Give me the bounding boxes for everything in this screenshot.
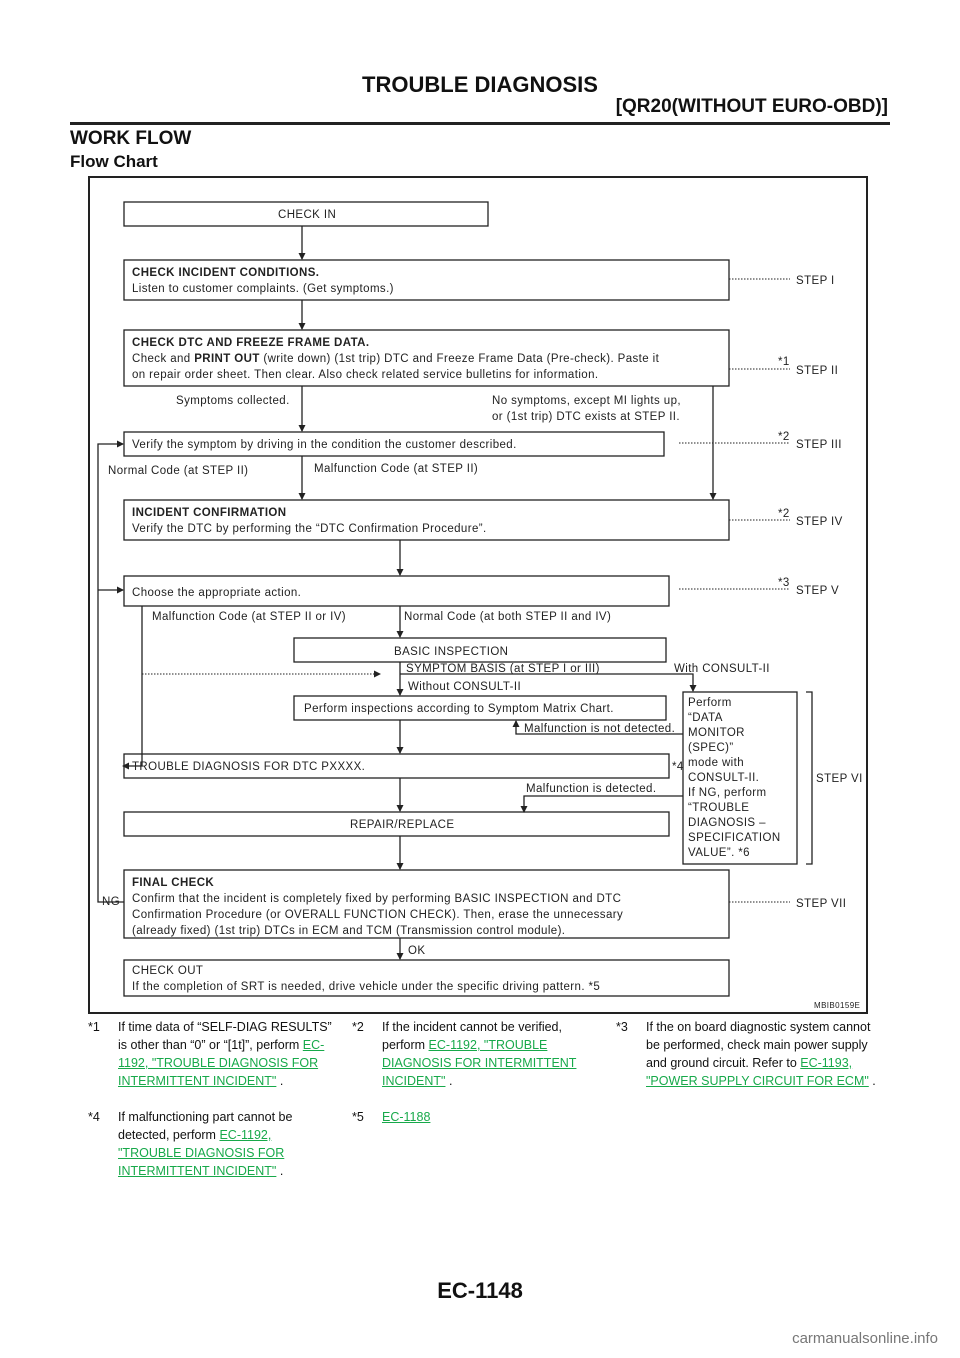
repair-label: REPAIR/REPLACE [350, 819, 455, 831]
no-symptoms-2: or (1st trip) DTC exists at STEP II. [492, 411, 681, 423]
malfunction-code: Malfunction Code (at STEP II) [314, 463, 479, 475]
footnote-2 [352, 1018, 606, 1090]
malf-detected: Malfunction is detected. [526, 783, 657, 795]
footnote-2-number: *2 [352, 1020, 364, 1034]
dtc-line-1c: (write down) (1st trip) DTC and Freeze Frame Data (Pre-check). Paste it [259, 353, 660, 365]
mark-1: *1 [778, 356, 790, 368]
step-2-label: STEP II [796, 365, 839, 377]
dtc-line-1b: PRINT OUT [194, 353, 260, 365]
footnote-4-link[interactable]: EC-1192, "TROUBLE DIAGNOSIS FOR INTERMITTENT INCIDENT" [118, 1128, 285, 1178]
section-title: WORK FLOW [70, 128, 192, 149]
normal-code-both: Normal Code (at both STEP II and IV) [404, 611, 612, 623]
final-line-1: Confirm that the incident is completely fixed by performing BASIC INSPECTION and DTC [132, 893, 622, 905]
basic-inspection: BASIC INSPECTION [394, 646, 509, 658]
with-consult: With CONSULT-II [674, 663, 770, 675]
consult-line: If NG, perform [688, 787, 767, 799]
watermark: carmanualsonline.info [792, 1330, 938, 1347]
checkout-title: CHECK OUT [132, 965, 204, 977]
consult-line: MONITOR [688, 727, 745, 739]
malf-not-detected: Malfunction is not detected. [524, 723, 676, 735]
footnote-1 [88, 1018, 338, 1090]
footnote-3-number: *3 [616, 1020, 628, 1034]
footnote-3-tail: . [868, 1074, 876, 1088]
page-header-title: TROUBLE DIAGNOSIS [362, 72, 598, 97]
no-symptoms-1: No symptoms, except MI lights up, [492, 395, 681, 407]
verify-symptom: Verify the symptom by driving in the condition the customer described. [132, 439, 517, 451]
footnote-1-tail: . [276, 1074, 284, 1088]
consult-line: DIAGNOSIS – [688, 817, 766, 829]
footnote-2-body [382, 1018, 606, 1090]
consult-line: CONSULT-II. [688, 772, 760, 784]
footnote-1-number: *1 [88, 1020, 100, 1034]
confirm-body: Verify the DTC by performing the “DTC Confirmation Procedure”. [132, 523, 487, 535]
consult-line: “DATA [688, 712, 723, 724]
footnote-2-link[interactable]: EC-1192, "TROUBLE DIAGNOSIS FOR INTERMITTENT INCIDENT" [382, 1038, 577, 1088]
step-1-label: STEP I [796, 275, 835, 287]
final-line-3: (already fixed) (1st trip) DTCs in ECM and TCM (Transmission control module). [132, 925, 566, 937]
without-consult: Without CONSULT-II [408, 681, 522, 693]
symptom-basis: SYMPTOM BASIS (at STEP I or III) [406, 663, 600, 675]
dtc-line-1a: Check and [132, 353, 195, 365]
footnote-1-text: If time data of “SELF-DIAG RESULTS” is other than “0” or “[1t]”, perform [118, 1020, 332, 1052]
confirm-title: INCIDENT CONFIRMATION [132, 507, 287, 519]
footnote-5 [352, 1108, 606, 1128]
incident-title: CHECK INCIDENT CONDITIONS. [132, 267, 320, 279]
mark-4: *4 [672, 761, 684, 773]
footnote-4-number: *4 [88, 1110, 100, 1124]
consult-line: “TROUBLE [688, 802, 750, 814]
step-6-label: STEP VI [816, 773, 863, 785]
step-7-label: STEP VII [796, 898, 847, 910]
footnote-4 [88, 1108, 338, 1180]
incident-body: Listen to customer complaints. (Get symptoms.) [132, 283, 394, 295]
mark-2b: *2 [778, 508, 790, 520]
consult-box-text [688, 697, 781, 859]
step-3-label: STEP III [796, 439, 842, 451]
dtc-line-1 [132, 353, 660, 365]
consult-line: SPECIFICATION [688, 832, 781, 844]
flow-chart [88, 176, 868, 1014]
footnote-3-body [646, 1018, 880, 1090]
footnote-3-text: If the on board diagnostic system cannot be performed, check main power supply and ground circuit. Refer to [646, 1020, 871, 1070]
page-number: EC-1148 [437, 1278, 523, 1303]
footnote-3 [616, 1018, 880, 1090]
footnote-5-body [382, 1108, 606, 1126]
consult-line: mode with [688, 757, 745, 769]
subsection-title: Flow Chart [70, 152, 158, 171]
consult-line: Perform [688, 697, 732, 709]
footnote-1-link[interactable]: EC-1192, "TROUBLE DIAGNOSIS FOR INTERMITTENT INCIDENT" [118, 1038, 325, 1088]
dtc-title: CHECK DTC AND FREEZE FRAME DATA. [132, 337, 370, 349]
footnote-5-number: *5 [352, 1110, 364, 1124]
footnote-4-tail: . [276, 1164, 284, 1178]
checkout-body: If the completion of SRT is needed, drive vehicle under the specific driving pattern. *5 [132, 981, 601, 993]
page-header-subtitle: [QR20(WITHOUT EURO-OBD)] [615, 96, 888, 117]
perform-matrix: Perform inspections according to Symptom Matrix Chart. [304, 703, 614, 715]
footnote-4-text: If malfunctioning part cannot be detected, perform [118, 1110, 293, 1142]
consult-line: VALUE”. *6 [688, 847, 750, 859]
header-rule [70, 122, 890, 125]
ng-label: NG [102, 896, 121, 908]
dtc-line-2: on repair order sheet. Then clear. Also check related service bulletins for information. [132, 369, 599, 381]
choose-action: Choose the appropriate action. [132, 587, 302, 599]
figure-id: MBIB0159E [814, 1001, 861, 1010]
final-line-2: Confirmation Procedure (or OVERALL FUNCTION CHECK). Then, erase the unnecessary [132, 909, 624, 921]
footnote-3-link[interactable]: EC-1193, "POWER SUPPLY CIRCUIT FOR ECM" [646, 1056, 869, 1088]
footnote-4-body [118, 1108, 338, 1180]
mark-3: *3 [778, 577, 790, 589]
footnote-2-tail: . [445, 1074, 453, 1088]
footnote-1-body [118, 1018, 338, 1090]
trouble-dtc: TROUBLE DIAGNOSIS FOR DTC PXXXX. [132, 761, 366, 773]
footnote-2-text: If the incident cannot be verified, perform [382, 1020, 562, 1052]
footnote-5-link[interactable]: EC-1188 [382, 1110, 431, 1124]
step-5-label: STEP V [796, 585, 840, 597]
flow-chart-svg [90, 178, 866, 1012]
malf-code-2-4: Malfunction Code (at STEP II or IV) [152, 611, 347, 623]
check-in-label: CHECK IN [278, 209, 337, 221]
normal-code: Normal Code (at STEP II) [108, 465, 249, 477]
ok-label: OK [408, 945, 426, 957]
symptoms-collected: Symptoms collected. [176, 395, 290, 407]
mark-2a: *2 [778, 431, 790, 443]
final-title: FINAL CHECK [132, 877, 215, 889]
consult-line: (SPEC)” [688, 742, 734, 754]
step-4-label: STEP IV [796, 516, 843, 528]
